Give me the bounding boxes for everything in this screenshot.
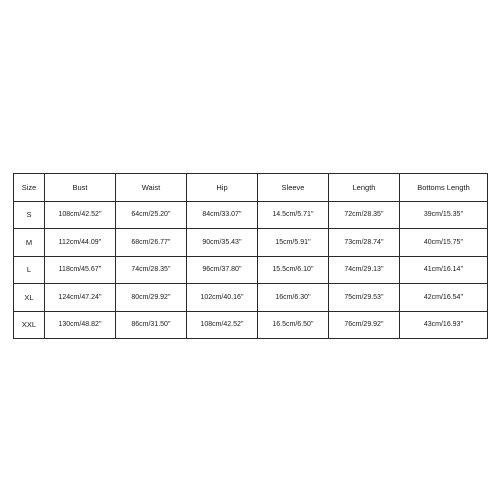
header-size: Size	[14, 174, 45, 202]
length-cell: 74cm/29.13''	[329, 256, 400, 284]
table-row	[14, 229, 488, 257]
hip-cell: 108cm/42.52''	[187, 311, 258, 339]
bust-cell: 118cm/45.67''	[45, 256, 116, 284]
sleeve-cell: 16cm/6.30''	[258, 284, 329, 312]
waist-cell: 64cm/25.20''	[116, 201, 187, 229]
waist-cell: 86cm/31.50''	[116, 311, 187, 339]
size-cell: XXL	[14, 311, 45, 339]
sleeve-cell: 16.5cm/6.50''	[258, 311, 329, 339]
bottoms-length-cell: 41cm/16.14''	[400, 256, 488, 284]
header-bust: Bust	[45, 174, 116, 202]
bust-cell: 108cm/42.52''	[45, 201, 116, 229]
header-length: Length	[329, 174, 400, 202]
header-waist: Waist	[116, 174, 187, 202]
length-cell: 73cm/28.74''	[329, 229, 400, 257]
length-cell: 72cm/28.35''	[329, 201, 400, 229]
waist-cell: 74cm/28.35''	[116, 256, 187, 284]
waist-cell: 80cm/29.92''	[116, 284, 187, 312]
sleeve-cell: 15.5cm/6.10''	[258, 256, 329, 284]
size-cell: M	[14, 229, 45, 257]
hip-cell: 84cm/33.07''	[187, 201, 258, 229]
hip-cell: 90cm/35.43''	[187, 229, 258, 257]
sleeve-cell: 14.5cm/5.71''	[258, 201, 329, 229]
table-row	[14, 201, 488, 229]
bust-cell: 124cm/47.24''	[45, 284, 116, 312]
size-cell: XL	[14, 284, 45, 312]
hip-cell: 102cm/40.16''	[187, 284, 258, 312]
waist-cell: 68cm/26.77''	[116, 229, 187, 257]
length-cell: 76cm/29.92''	[329, 311, 400, 339]
bottoms-length-cell: 43cm/16.93''	[400, 311, 488, 339]
header-sleeve: Sleeve	[258, 174, 329, 202]
size-cell: L	[14, 256, 45, 284]
bust-cell: 130cm/48.82''	[45, 311, 116, 339]
table-row	[14, 284, 488, 312]
table-row	[14, 311, 488, 339]
bust-cell: 112cm/44.09''	[45, 229, 116, 257]
length-cell: 75cm/29.53''	[329, 284, 400, 312]
sleeve-cell: 15cm/5.91''	[258, 229, 329, 257]
hip-cell: 96cm/37.80''	[187, 256, 258, 284]
size-cell: S	[14, 201, 45, 229]
size-chart-table	[13, 173, 488, 339]
table-header-row	[14, 174, 488, 202]
header-hip: Hip	[187, 174, 258, 202]
bottoms-length-cell: 39cm/15.35''	[400, 201, 488, 229]
table-row	[14, 256, 488, 284]
bottoms-length-cell: 42cm/16.54''	[400, 284, 488, 312]
header-bottoms-length: Bottoms Length	[400, 174, 488, 202]
bottoms-length-cell: 40cm/15.75''	[400, 229, 488, 257]
